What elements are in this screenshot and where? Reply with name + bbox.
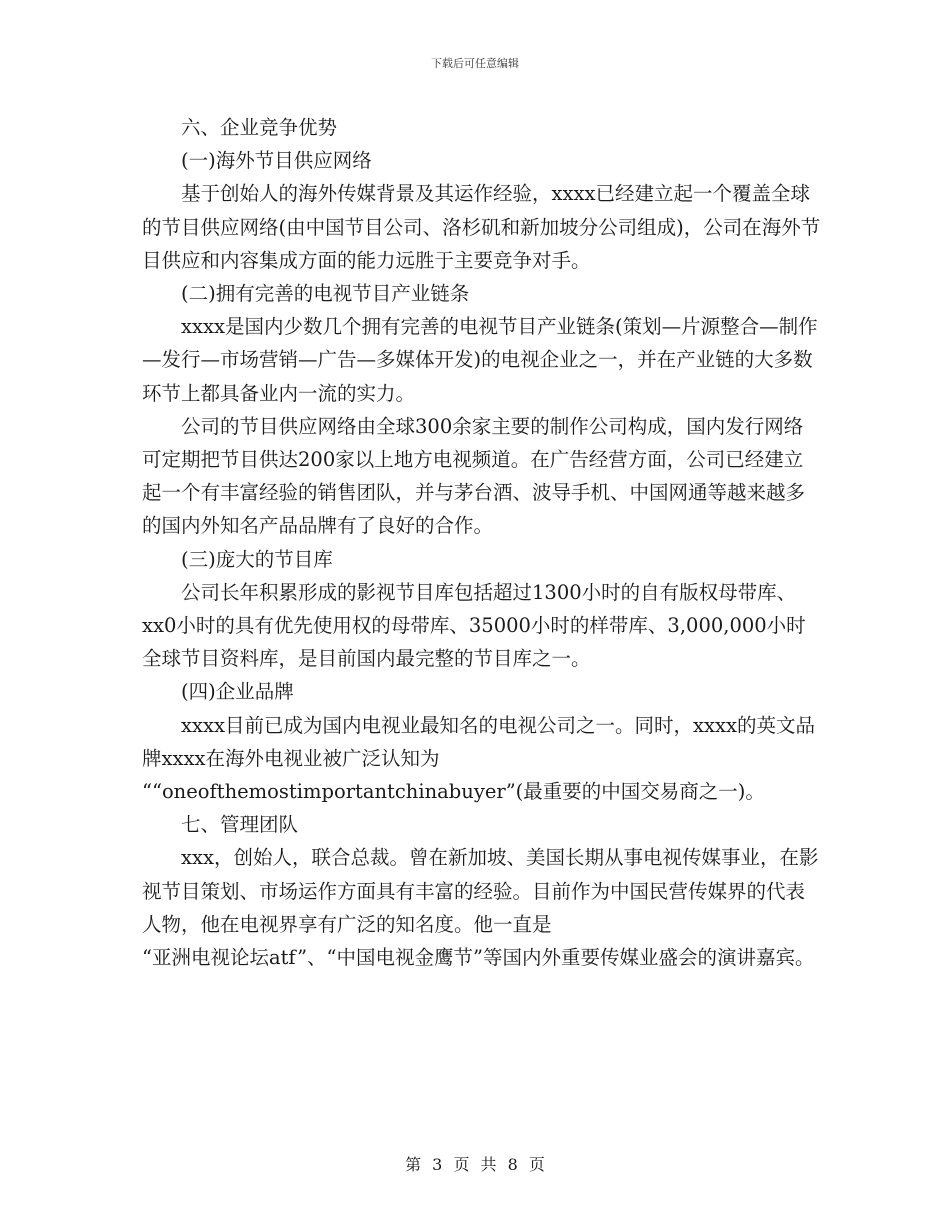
body-paragraph: xxxx是国内少数几个拥有完善的电视节目产业链条(策划—片源整合—制作—发行—市场营销—广告—多媒体开发)的电视企业之一，并在产业链的大多数环节上都具备业内一流的实力。 [142,315,818,405]
page-header: 下载后可任意编辑 [431,57,519,70]
section-heading: 七、管理团队 [181,813,299,837]
document-body [142,111,822,974]
section-heading: 六、企业竞争优势 [181,116,338,139]
subsection-heading: (四)企业品牌 [181,680,294,704]
body-paragraph: xxx，创始人，联合总裁。曾在新加坡、美国长期从事电视传媒事业，在影视节目策划、市场运作方面具有丰富的经验。目前作为中国民营传媒界的代表人物，他在电视界享有广泛的知名度。他一直是 [142,846,819,936]
subsection-heading: (三)庞大的节目库 [181,547,333,571]
body-paragraph-continued: “亚洲电视论坛atf”、“中国电视金鹰节”等国内外重要传媒业盛会的演讲嘉宾。 [142,946,815,970]
body-paragraph: 公司的节目供应网络由全球300余家主要的制作公司构成，国内发行网络可定期把节目供达200家以上地方电视频道。在广告经营方面，公司已经建立起一个有丰富经验的销售团队，并与茅台酒、波导手机、中国网通等越来越多的国内外知名产品品牌有了良好的合作。 [142,414,806,538]
body-paragraph: xxxx目前已成为国内电视业最知名的电视公司之一。同时，xxxx的英文品牌xxxx在海外电视业被广泛认知为 [142,713,815,770]
subsection-heading: (一)海外节目供应网络 [181,149,372,173]
body-paragraph-continued: ““oneofthemostimportantchinabuyer”(最重要的中国交易商之一)。 [142,780,765,804]
subsection-heading: (二)拥有完善的电视节目产业链条 [181,282,470,306]
body-paragraph: 公司长年积累形成的影视节目库包括超过1300小时的自有版权母带库、xx0小时的具有优先使用权的母带库、35000小时的样带库、3,000,000小时全球节目资料库，是目前国内最完整的节目库之一。 [142,580,806,671]
body-paragraph: 基于创始人的海外传媒背景及其运作经验，xxxx已经建立起一个覆盖全球的节目供应网络(由中国节目公司、洛杉矶和新加坡分公司组成)，公司在海外节目供应和内容集成方面的能力远胜于主要竞争对手。 [142,182,821,272]
page-number: 第 3 页 共 8 页 [405,1155,545,1174]
